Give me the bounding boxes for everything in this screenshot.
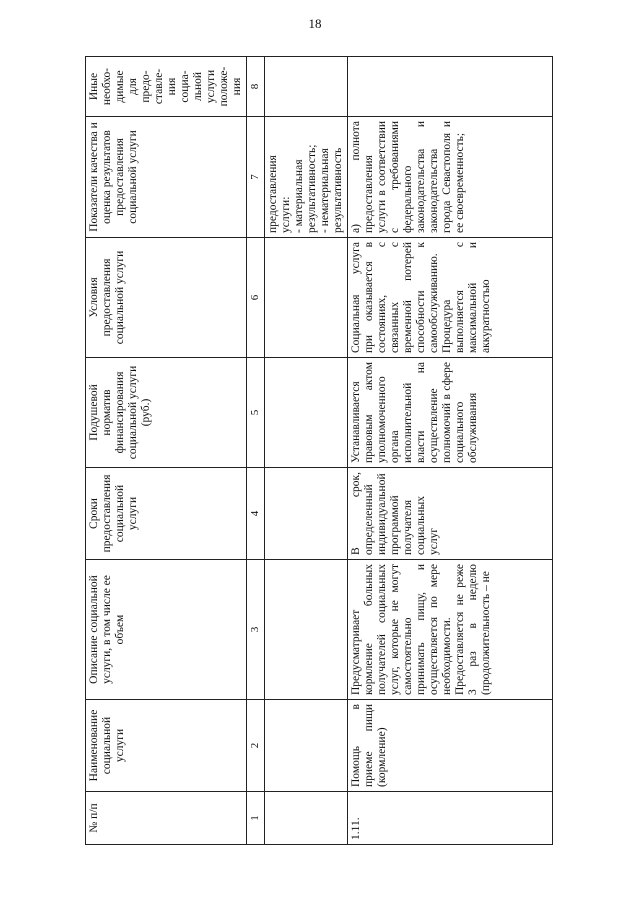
header-other-line: льной [192, 71, 204, 102]
column-number-row [247, 57, 265, 845]
header-quality: Показатели качества и оценка результатов предоставления социальной услуги [86, 117, 247, 238]
empty-cell [265, 792, 348, 845]
column-number: 8 [247, 57, 265, 117]
column-number: 7 [247, 117, 265, 238]
empty-cell [265, 468, 348, 560]
header-other [86, 57, 247, 117]
header-term: Сроки предоставления социальной услуги [86, 468, 247, 560]
empty-cell [265, 358, 348, 468]
column-number: 6 [247, 238, 265, 358]
header-conditions: Условия предоставления социальной услуги [86, 238, 247, 358]
service-norm: Устанавливается правовым актом уполномоченного органа исполнительной власти на осуществление полномочий в сфере социального обслуживания [348, 358, 553, 468]
header-norm: Подушевой норматив финансирования социальной услуги (руб.) [86, 358, 247, 468]
service-number: 1.11. [348, 792, 553, 845]
quality-line: результативность [332, 147, 344, 233]
header-row [86, 57, 247, 845]
service-description: Предусматривает кормление больных получателей социальных услуг, которые не могут самостоятельно принимать пищу, и осуществляется по мере необходимости. Предоставляется не реже 3 раз в неделю (продолжительность – не [348, 560, 553, 700]
continuation-row [265, 57, 348, 845]
header-other-line: ния [231, 77, 243, 96]
quality-line: услуги: [280, 196, 292, 233]
header-number: № п/п [86, 792, 247, 845]
service-conditions: Социальная услуга при оказывается в состояниях, с связанных с временной потерей способности к самообслуживанию. Процедура выполняется с максимальной и аккуратностью [348, 238, 553, 358]
header-other-line: необхо- [101, 67, 113, 106]
service-name: Помощь в приеме пищи (кормление) [348, 700, 553, 792]
empty-cell [265, 700, 348, 792]
header-other-line: ния [166, 77, 178, 96]
service-term: В срок, определенный индивидуальной программой получателя социальных услуг [348, 468, 553, 560]
header-other-line: Иные [88, 72, 100, 101]
header-other-line: для [127, 78, 139, 95]
rotated-table-container [85, 57, 558, 845]
header-other-line: положе- [218, 66, 230, 107]
services-table [85, 56, 553, 845]
continuation-quality [265, 117, 348, 238]
empty-cell [265, 57, 348, 117]
column-number: 5 [247, 358, 265, 468]
service-other [348, 57, 553, 117]
header-description: Описание социальной услуги, в том числе ее объем [86, 560, 247, 700]
header-other-line: услуги [205, 69, 217, 104]
quality-line: - нематериальная [319, 148, 331, 233]
quality-line: - материальная [293, 159, 305, 233]
column-number: 3 [247, 560, 265, 700]
column-number: 2 [247, 700, 265, 792]
service-quality: а) полнота предоставления услуги в соответствии с требованиями федерального законодательства и законодательства города Севастополя и ее своевременность; [348, 117, 553, 238]
header-other-line: димые [114, 70, 126, 103]
column-number: 1 [247, 792, 265, 845]
quality-line: предоставления [267, 155, 279, 233]
quality-line: результативность; [306, 144, 318, 233]
header-other-line: предо- [140, 70, 152, 103]
service-row [348, 57, 553, 845]
header-other-line: ставле- [153, 68, 165, 105]
empty-cell [265, 560, 348, 700]
header-other-line: социа- [179, 70, 191, 103]
column-number: 4 [247, 468, 265, 560]
page-number: 18 [308, 16, 322, 31]
empty-cell [265, 238, 348, 358]
header-service-name: Наименование социальной услуги [86, 700, 247, 792]
